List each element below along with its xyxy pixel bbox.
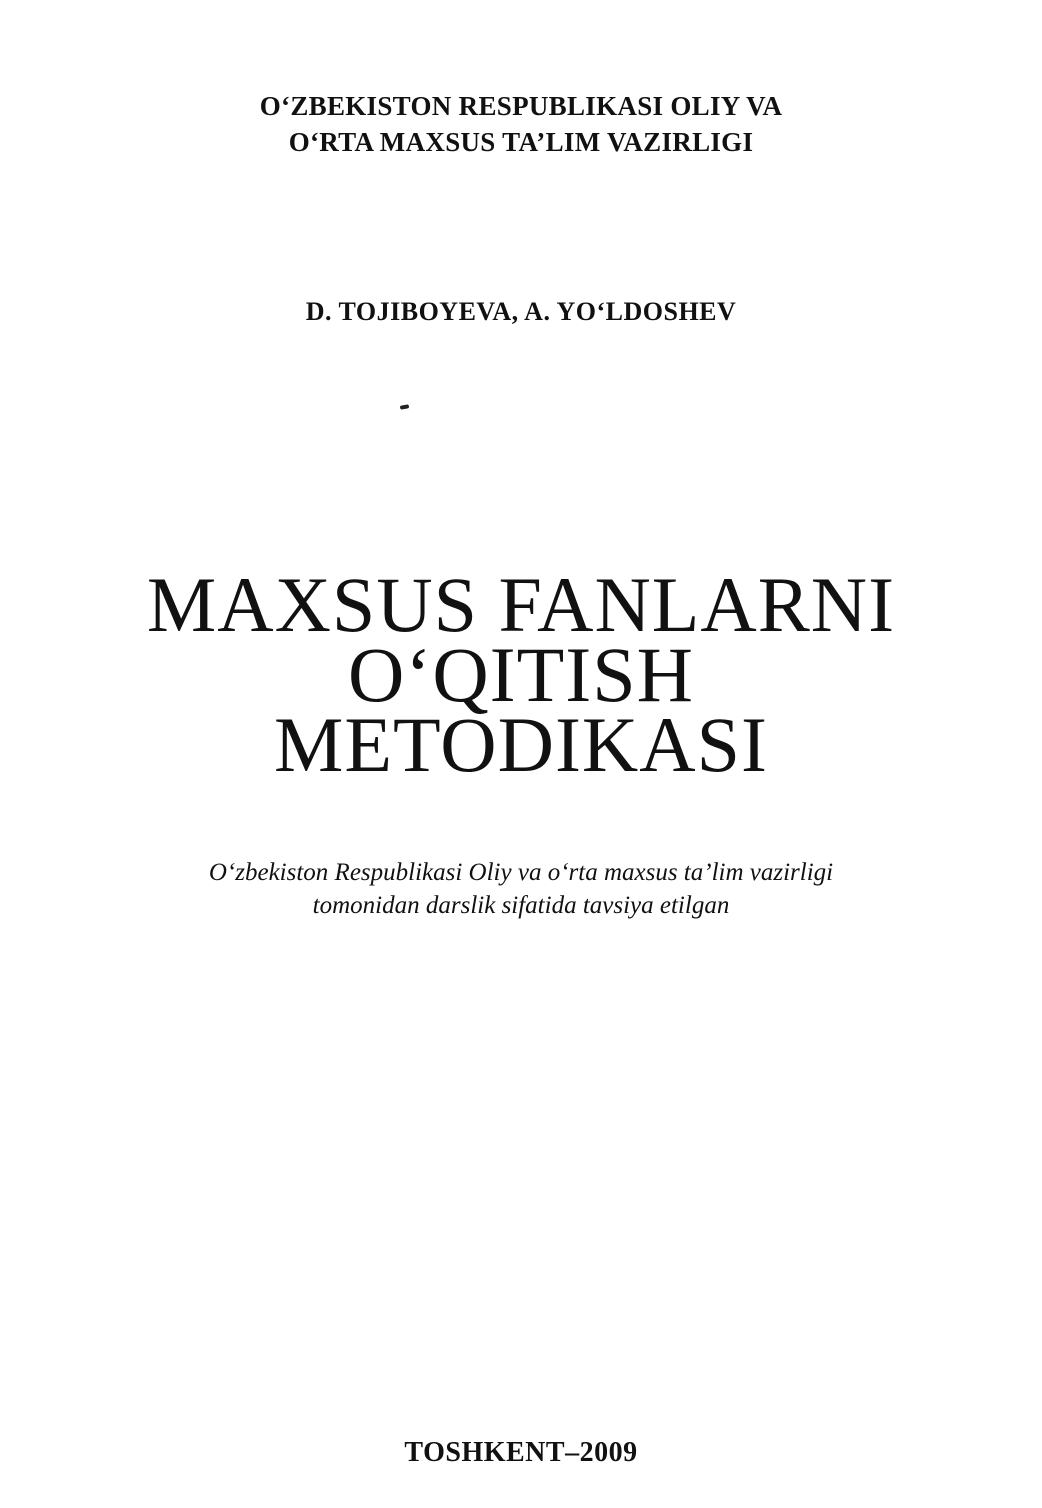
- city-year: TOSHKENT–2009: [404, 1437, 638, 1468]
- approval-note: [0, 856, 1042, 922]
- print-speck: [400, 404, 410, 410]
- approval-line-1: O‘zbekiston Respublikasi Oliy va o‘rta maxsus ta’lim vazirligi: [208, 859, 834, 886]
- ministry-line-2: O‘RTA MAXSUS TA’LIM VAZIRLIGI: [288, 127, 754, 157]
- title-line-1: MAXSUS FANLARNI: [146, 561, 896, 648]
- book-title: [0, 561, 1042, 788]
- title-line-3: METODIKASI: [274, 701, 768, 788]
- title-line-2: O‘QITISH: [348, 631, 694, 718]
- approval-line-2: tomonidan darslik sifatida tavsiya etilgan: [312, 892, 730, 919]
- ministry-header: [0, 88, 1042, 160]
- authors: D. TOJIBOYEVA, A. YO‘LDOSHEV: [305, 297, 737, 326]
- ministry-line-1: O‘ZBEKISTON RESPUBLIKASI OLIY VA: [259, 91, 783, 121]
